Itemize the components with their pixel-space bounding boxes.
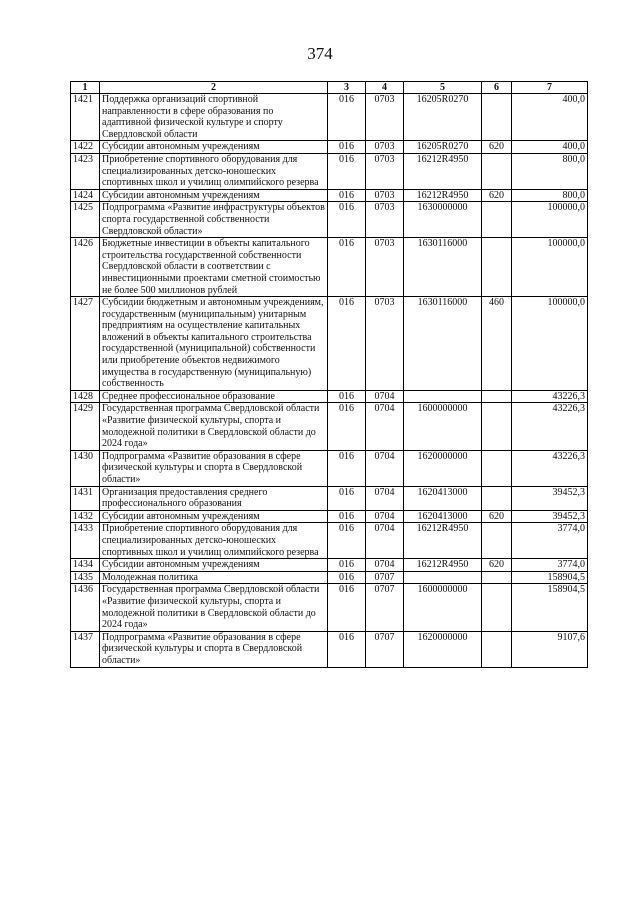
row-section-code: 0703	[366, 202, 404, 238]
row-number: 1428	[71, 390, 100, 403]
row-amount: 100000,0	[512, 238, 588, 297]
table-row	[71, 571, 588, 584]
table-row	[71, 510, 588, 523]
row-expense-type	[482, 403, 512, 450]
row-target-article: 16212R4950	[404, 153, 482, 189]
table-row	[71, 390, 588, 403]
row-ministry-code: 016	[328, 94, 366, 141]
row-name: Приобретение спортивного оборудования для специализированных детско-юношеских спортивных школ и училищ олимпийского резерва	[100, 523, 328, 559]
row-expense-type	[482, 450, 512, 486]
table-row	[71, 523, 588, 559]
row-target-article: 16205R0270	[404, 94, 482, 141]
row-section-code: 0703	[366, 238, 404, 297]
row-amount: 3774,0	[512, 523, 588, 559]
header-col-6: 6	[482, 82, 512, 94]
row-expense-type	[482, 571, 512, 584]
row-section-code: 0707	[366, 571, 404, 584]
row-amount: 158904,5	[512, 571, 588, 584]
page-number: 374	[307, 44, 333, 63]
row-number: 1427	[71, 297, 100, 391]
row-section-code: 0703	[366, 189, 404, 202]
row-name: Подпрограмма «Развитие инфраструктуры объектов спорта государственной собственности Свердловской области»	[100, 202, 328, 238]
header-col-5: 5	[404, 82, 482, 94]
row-name: Среднее профессиональное образование	[100, 390, 328, 403]
row-ministry-code: 016	[328, 153, 366, 189]
row-expense-type: 620	[482, 141, 512, 154]
header-col-7: 7	[512, 82, 588, 94]
row-expense-type	[482, 486, 512, 510]
header-col-1: 1	[71, 82, 100, 94]
row-name: Государственная программа Свердловской области «Развитие физической культуры, спорта и молодежной политики в Свердловской области до 2024 года»	[100, 403, 328, 450]
row-target-article	[404, 571, 482, 584]
row-section-code: 0704	[366, 559, 404, 572]
table-row	[71, 559, 588, 572]
row-section-code: 0703	[366, 297, 404, 391]
row-target-article: 16205R0270	[404, 141, 482, 154]
row-number: 1431	[71, 486, 100, 510]
row-section-code: 0707	[366, 631, 404, 667]
row-number: 1434	[71, 559, 100, 572]
row-section-code: 0704	[366, 510, 404, 523]
table-row	[71, 153, 588, 189]
row-section-code: 0707	[366, 584, 404, 631]
row-name: Государственная программа Свердловской области «Развитие физической культуры, спорта и молодежной политики в Свердловской области до 2024 года»	[100, 584, 328, 631]
row-number: 1429	[71, 403, 100, 450]
row-name: Субсидии автономным учреждениям	[100, 189, 328, 202]
row-amount: 39452,3	[512, 486, 588, 510]
row-expense-type	[482, 202, 512, 238]
row-ministry-code: 016	[328, 571, 366, 584]
row-number: 1435	[71, 571, 100, 584]
row-number: 1430	[71, 450, 100, 486]
row-number: 1436	[71, 584, 100, 631]
row-ministry-code: 016	[328, 238, 366, 297]
table-row	[71, 202, 588, 238]
row-amount: 3774,0	[512, 559, 588, 572]
row-ministry-code: 016	[328, 510, 366, 523]
row-ministry-code: 016	[328, 486, 366, 510]
table-row	[71, 297, 588, 391]
row-amount: 43226,3	[512, 450, 588, 486]
row-target-article: 1600000000	[404, 403, 482, 450]
row-ministry-code: 016	[328, 523, 366, 559]
row-ministry-code: 016	[328, 297, 366, 391]
row-ministry-code: 016	[328, 403, 366, 450]
row-target-article: 1620413000	[404, 486, 482, 510]
table-row	[71, 584, 588, 631]
row-target-article: 1600000000	[404, 584, 482, 631]
table-row	[71, 141, 588, 154]
row-name: Приобретение спортивного оборудования для специализированных детско-юношеских спортивных школ и училищ олимпийского резерва	[100, 153, 328, 189]
row-number: 1421	[71, 94, 100, 141]
row-target-article	[404, 390, 482, 403]
row-expense-type	[482, 584, 512, 631]
row-number: 1426	[71, 238, 100, 297]
row-name: Поддержка организаций спортивной направленности в сфере образования по адаптивной физической культуре и спорту Свердловской области	[100, 94, 328, 141]
row-target-article: 16212R4950	[404, 559, 482, 572]
row-expense-type: 620	[482, 189, 512, 202]
row-section-code: 0704	[366, 450, 404, 486]
row-amount: 400,0	[512, 94, 588, 141]
row-amount: 39452,3	[512, 510, 588, 523]
row-ministry-code: 016	[328, 450, 366, 486]
row-expense-type	[482, 390, 512, 403]
row-target-article: 1630116000	[404, 238, 482, 297]
row-number: 1424	[71, 189, 100, 202]
row-amount: 400,0	[512, 141, 588, 154]
header-col-2: 2	[100, 82, 328, 94]
row-expense-type: 620	[482, 559, 512, 572]
row-target-article: 1630116000	[404, 297, 482, 391]
row-target-article: 1620000000	[404, 631, 482, 667]
row-name: Бюджетные инвестиции в объекты капитального строительства государственной собственности Свердловской области в соответствии с инвестиционными проектами сметной стоимостью не более 500 миллионов рублей	[100, 238, 328, 297]
row-ministry-code: 016	[328, 390, 366, 403]
row-ministry-code: 016	[328, 189, 366, 202]
row-expense-type	[482, 238, 512, 297]
row-section-code: 0704	[366, 390, 404, 403]
row-name: Субсидии бюджетным и автономным учреждениям, государственным (муниципальным) унитарным предприятиям на осуществление капитальных вложений в объекты капитального строительства государственной (муниципальной) собственности или приобретение объектов недвижимого имущества в государственную (муниципальную) собственность	[100, 297, 328, 391]
row-amount: 800,0	[512, 189, 588, 202]
header-col-3: 3	[328, 82, 366, 94]
row-ministry-code: 016	[328, 559, 366, 572]
table-row	[71, 189, 588, 202]
row-amount: 800,0	[512, 153, 588, 189]
row-target-article: 16212R4950	[404, 189, 482, 202]
row-expense-type	[482, 523, 512, 559]
row-target-article: 1620413000	[404, 510, 482, 523]
row-number: 1433	[71, 523, 100, 559]
table-row	[71, 450, 588, 486]
row-section-code: 0704	[366, 403, 404, 450]
table-row	[71, 94, 588, 141]
row-ministry-code: 016	[328, 584, 366, 631]
row-amount: 158904,5	[512, 584, 588, 631]
row-number: 1425	[71, 202, 100, 238]
row-amount: 43226,3	[512, 403, 588, 450]
row-section-code: 0704	[366, 523, 404, 559]
row-name: Субсидии автономным учреждениям	[100, 141, 328, 154]
row-number: 1422	[71, 141, 100, 154]
table-row	[71, 486, 588, 510]
budget-table	[70, 81, 588, 668]
row-expense-type: 460	[482, 297, 512, 391]
table-row	[71, 238, 588, 297]
row-amount: 100000,0	[512, 297, 588, 391]
row-number: 1437	[71, 631, 100, 667]
row-expense-type: 620	[482, 510, 512, 523]
row-amount: 9107,6	[512, 631, 588, 667]
row-ministry-code: 016	[328, 202, 366, 238]
row-amount: 43226,3	[512, 390, 588, 403]
row-section-code: 0703	[366, 153, 404, 189]
row-name: Организация предоставления среднего профессионального образования	[100, 486, 328, 510]
table-header-row	[71, 82, 588, 94]
row-expense-type	[482, 631, 512, 667]
row-target-article: 1620000000	[404, 450, 482, 486]
table-row	[71, 631, 588, 667]
row-section-code: 0704	[366, 486, 404, 510]
header-col-4: 4	[366, 82, 404, 94]
row-target-article: 16212R4950	[404, 523, 482, 559]
row-name: Молодежная политика	[100, 571, 328, 584]
table-row	[71, 403, 588, 450]
row-name: Подпрограмма «Развитие образования в сфере физической культуры и спорта в Свердловской области»	[100, 450, 328, 486]
row-section-code: 0703	[366, 94, 404, 141]
row-amount: 100000,0	[512, 202, 588, 238]
row-ministry-code: 016	[328, 631, 366, 667]
row-name: Субсидии автономным учреждениям	[100, 559, 328, 572]
row-expense-type	[482, 94, 512, 141]
row-section-code: 0703	[366, 141, 404, 154]
row-number: 1432	[71, 510, 100, 523]
row-ministry-code: 016	[328, 141, 366, 154]
row-number: 1423	[71, 153, 100, 189]
row-target-article: 1630000000	[404, 202, 482, 238]
row-name: Подпрограмма «Развитие образования в сфере физической культуры и спорта в Свердловской области»	[100, 631, 328, 667]
row-expense-type	[482, 153, 512, 189]
row-name: Субсидии автономным учреждениям	[100, 510, 328, 523]
